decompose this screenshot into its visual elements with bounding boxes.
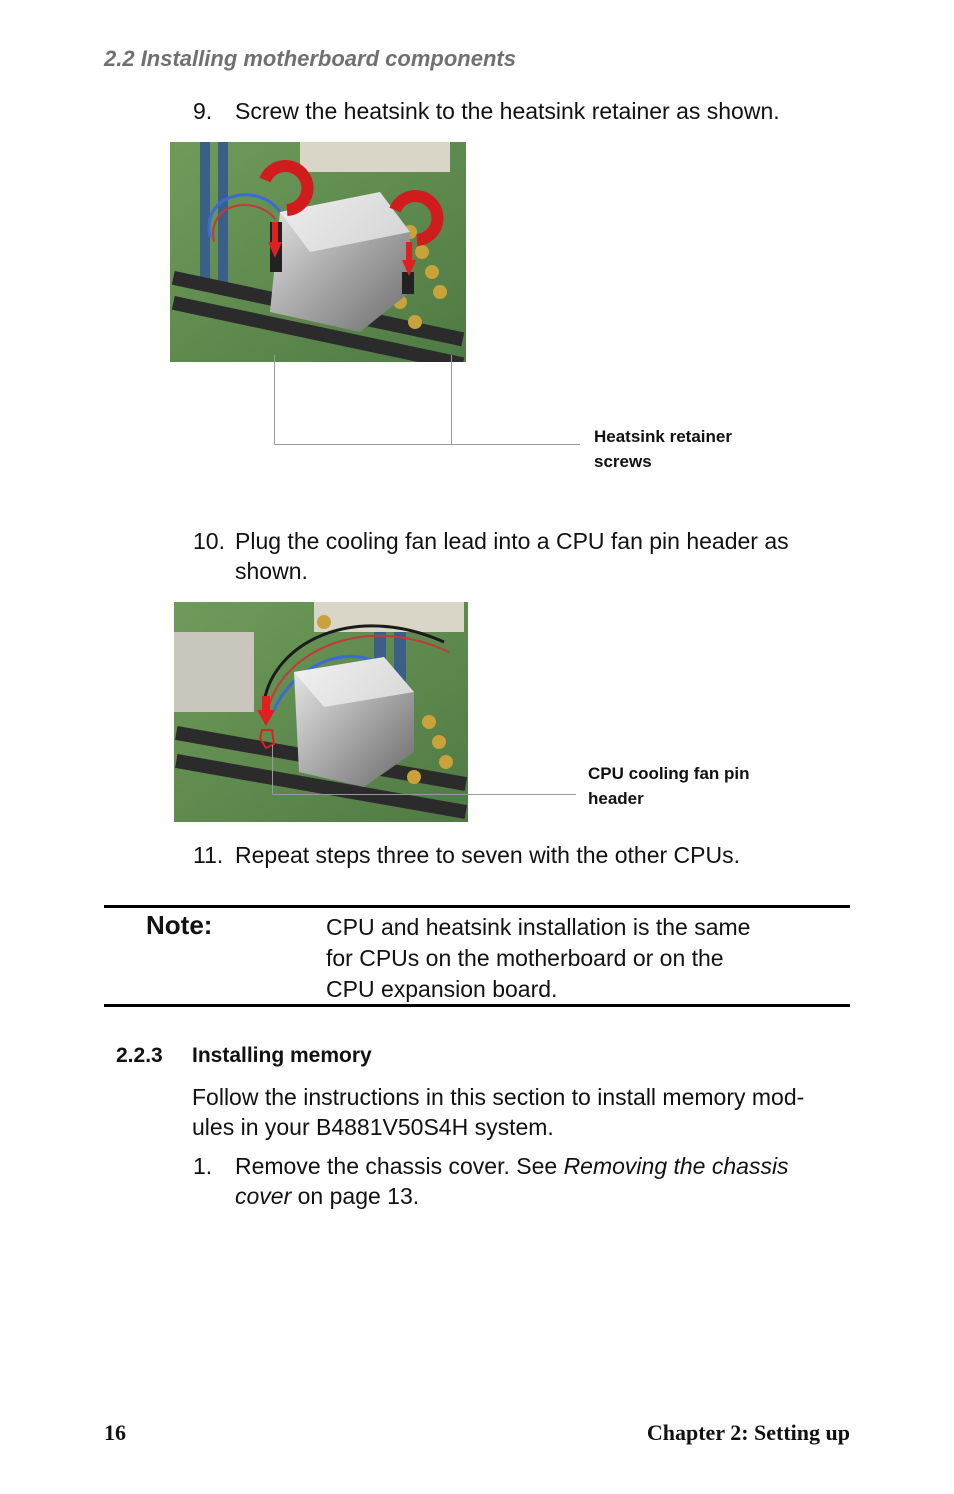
step-text-line: shown. <box>235 558 308 584</box>
retainer-callout-lines <box>270 355 585 450</box>
step-number: 10. <box>193 528 225 554</box>
heatsink-screw-photo <box>170 142 466 362</box>
step-text <box>235 526 855 586</box>
cross-reference-link[interactable]: cover <box>235 1183 292 1209</box>
chapter-title: Chapter 2: Setting up <box>646 1420 850 1445</box>
step-11 <box>193 840 833 870</box>
callout-line: header <box>588 789 644 808</box>
callout-line: CPU cooling fan pin <box>588 764 750 783</box>
step-text <box>235 1151 855 1211</box>
note-top-rule <box>104 905 850 908</box>
note-bottom-rule <box>104 1004 850 1007</box>
note-text <box>326 912 796 1005</box>
memory-step-1 <box>193 1151 853 1211</box>
fan-callout-lines <box>268 745 580 800</box>
paragraph-line: ules in your B4881V50S4H system. <box>192 1114 554 1140</box>
retainer-callout <box>594 424 732 474</box>
step-number: 1. <box>193 1153 213 1179</box>
intro-paragraph <box>192 1082 852 1142</box>
step-text-line: Plug the cooling fan lead into a CPU fan pin header as <box>235 528 789 554</box>
step-10 <box>193 526 853 586</box>
callout-line: screws <box>594 452 652 471</box>
note-line: CPU and heatsink installation is the same <box>326 914 751 940</box>
page-number: 16 <box>104 1420 126 1445</box>
step-9 <box>193 96 833 126</box>
step-text: Repeat steps three to seven with the other CPUs. <box>235 842 740 868</box>
step-number: 11. <box>193 842 224 868</box>
note-label: Note: <box>146 910 213 940</box>
step-number: 9. <box>193 98 213 124</box>
note-line: for CPUs on the motherboard or on the <box>326 945 724 971</box>
step-text-plain: Remove the chassis cover. See <box>235 1153 564 1179</box>
fan-callout <box>588 761 750 811</box>
paragraph-line: Follow the instructions in this section to install memory mod- <box>192 1084 805 1110</box>
step-text-plain: on page 13. <box>291 1183 420 1209</box>
note-line: CPU expansion board. <box>326 976 558 1002</box>
subsection-number: 2.2.3 <box>116 1044 163 1067</box>
cross-reference-link[interactable]: Removing the chassis <box>563 1153 789 1179</box>
subsection-title: Installing memory <box>192 1044 372 1067</box>
callout-line: Heatsink retainer <box>594 427 732 446</box>
step-text: Screw the heatsink to the heatsink retainer as shown. <box>235 98 780 124</box>
section-header: 2.2 Installing motherboard components <box>104 46 516 71</box>
